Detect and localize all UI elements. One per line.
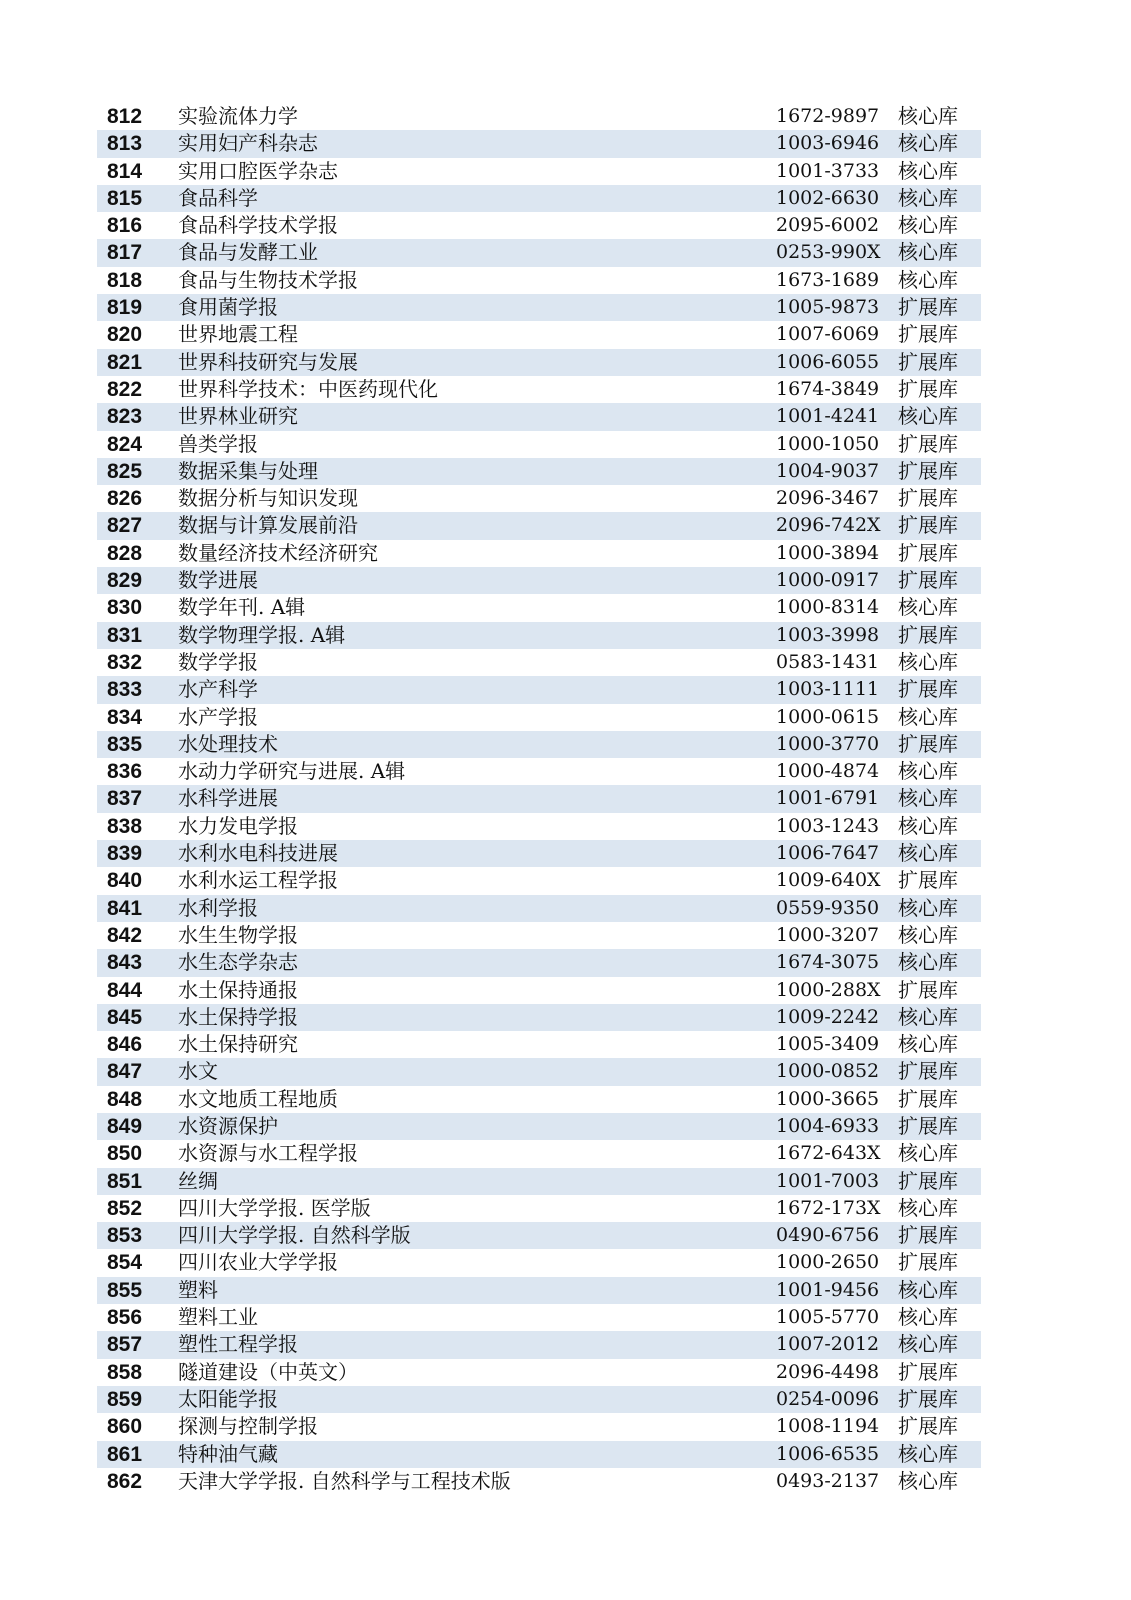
journal-title: 水产学报: [178, 704, 258, 729]
row-number: 857: [106, 1333, 143, 1357]
row-number: 851: [106, 1169, 143, 1193]
table-row: [97, 1031, 981, 1058]
issn-code: 1001-6791: [776, 787, 880, 810]
journal-title: 塑料: [178, 1277, 218, 1302]
library-category: 扩展库: [898, 1223, 958, 1248]
row-number: 853: [106, 1224, 143, 1248]
row-number: 855: [106, 1278, 143, 1302]
row-number: 849: [106, 1114, 143, 1138]
row-number: 830: [106, 596, 143, 620]
issn-code: 1001-7003: [776, 1169, 880, 1192]
library-category: 扩展库: [898, 868, 958, 893]
issn-code: 1000-8314: [776, 596, 880, 619]
table-row: [97, 840, 981, 867]
issn-code: 1006-6055: [776, 350, 880, 373]
library-category: 扩展库: [898, 1386, 958, 1411]
journal-title: 食用菌学报: [178, 295, 278, 320]
journal-title: 食品与生物技术学报: [178, 267, 358, 292]
table-row: [97, 321, 981, 348]
row-number: 817: [106, 241, 143, 265]
library-category: 扩展库: [898, 568, 958, 593]
row-number: 841: [106, 896, 143, 920]
row-number: 832: [106, 650, 143, 674]
issn-code: 1003-3998: [776, 623, 880, 646]
library-category: 核心库: [898, 813, 958, 838]
table-row: [97, 212, 981, 239]
table-row: [97, 485, 981, 512]
table-row: [97, 1113, 981, 1140]
journal-title: 水资源与水工程学报: [178, 1141, 358, 1166]
library-category: 扩展库: [898, 622, 958, 647]
table-row: [97, 130, 981, 157]
journal-title: 世界科技研究与发展: [178, 349, 358, 374]
library-category: 核心库: [898, 1441, 958, 1466]
row-number: 821: [106, 350, 143, 374]
row-number: 854: [106, 1251, 143, 1275]
issn-code: 2096-3467: [776, 487, 880, 510]
library-category: 核心库: [898, 759, 958, 784]
row-number: 835: [106, 732, 143, 756]
issn-code: 1005-9873: [776, 296, 880, 319]
row-number: 840: [106, 869, 143, 893]
library-category: 核心库: [898, 1277, 958, 1302]
table-row: [97, 1386, 981, 1413]
journal-title: 水科学进展: [178, 786, 278, 811]
issn-code: 0493-2137: [776, 1469, 880, 1492]
row-number: 839: [106, 842, 143, 866]
issn-code: 1000-3770: [776, 732, 880, 755]
table-row: [97, 949, 981, 976]
library-category: 核心库: [898, 267, 958, 292]
journal-title: 水利学报: [178, 895, 258, 920]
row-number: 837: [106, 787, 143, 811]
table-row: [97, 1168, 981, 1195]
row-number: 820: [106, 323, 143, 347]
library-category: 扩展库: [898, 486, 958, 511]
table-row: [97, 922, 981, 949]
journal-title: 水力发电学报: [178, 813, 298, 838]
row-number: 827: [106, 514, 143, 538]
journal-title: 数量经济技术经济研究: [178, 540, 378, 565]
issn-code: 1000-4874: [776, 760, 880, 783]
library-category: 核心库: [898, 1195, 958, 1220]
table-row: [97, 294, 981, 321]
library-category: 核心库: [898, 595, 958, 620]
library-category: 扩展库: [898, 458, 958, 483]
table-row: [97, 1004, 981, 1031]
table-row: [97, 349, 981, 376]
library-category: 扩展库: [898, 349, 958, 374]
row-number: 825: [106, 459, 143, 483]
library-category: 扩展库: [898, 540, 958, 565]
library-category: 扩展库: [898, 1359, 958, 1384]
issn-code: 1672-643X: [776, 1142, 881, 1165]
library-category: 扩展库: [898, 977, 958, 1002]
table-row: [97, 431, 981, 458]
library-category: 核心库: [898, 185, 958, 210]
issn-code: 1004-6933: [776, 1114, 880, 1137]
library-category: 核心库: [898, 1305, 958, 1330]
library-category: 扩展库: [898, 731, 958, 756]
table-row: [97, 813, 981, 840]
library-category: 核心库: [898, 1141, 958, 1166]
table-row: [97, 867, 981, 894]
issn-code: 1008-1194: [776, 1415, 880, 1438]
issn-code: 1009-640X: [776, 869, 881, 892]
table-row: [97, 239, 981, 266]
table-row: [97, 895, 981, 922]
table-row: [97, 594, 981, 621]
table-row: [97, 567, 981, 594]
journal-title: 水土保持通报: [178, 977, 298, 1002]
journal-title: 数据分析与知识发现: [178, 486, 358, 511]
library-category: 核心库: [898, 213, 958, 238]
row-number: 861: [106, 1442, 143, 1466]
journal-title: 水文地质工程地质: [178, 1086, 338, 1111]
journal-title: 食品科学技术学报: [178, 213, 338, 238]
row-number: 834: [106, 705, 143, 729]
library-category: 扩展库: [898, 322, 958, 347]
journal-title: 实用口腔医学杂志: [178, 158, 338, 183]
table-row: [97, 1249, 981, 1276]
library-category: 核心库: [898, 1032, 958, 1057]
issn-code: 1672-9897: [776, 105, 880, 127]
row-number: 822: [106, 377, 143, 401]
table-row: [97, 1359, 981, 1386]
row-number: 836: [106, 760, 143, 784]
journal-title: 水生生物学报: [178, 922, 298, 947]
issn-code: 1001-9456: [776, 1278, 880, 1301]
table-row: [97, 649, 981, 676]
issn-code: 0583-1431: [776, 650, 880, 673]
table-row: [97, 540, 981, 567]
row-number: 862: [106, 1469, 143, 1493]
issn-code: 1009-2242: [776, 1005, 880, 1028]
issn-code: 2095-6002: [776, 214, 880, 237]
issn-code: 1000-0852: [776, 1060, 880, 1083]
journal-title: 数据与计算发展前沿: [178, 513, 358, 538]
journal-title: 世界地震工程: [178, 322, 298, 347]
row-number: 848: [106, 1087, 143, 1111]
journal-title: 水资源保护: [178, 1113, 278, 1138]
row-number: 828: [106, 541, 143, 565]
library-category: 核心库: [898, 1332, 958, 1357]
row-number: 819: [106, 296, 143, 320]
library-category: 核心库: [898, 895, 958, 920]
table-row: [97, 403, 981, 430]
row-number: 842: [106, 923, 143, 947]
issn-code: 1003-1243: [776, 814, 880, 837]
journal-title: 数学学报: [178, 649, 258, 674]
journal-title: 水动力学研究与进展. A辑: [178, 759, 406, 784]
library-category: 核心库: [898, 404, 958, 429]
row-number: 818: [106, 268, 143, 292]
issn-code: 1005-3409: [776, 1033, 880, 1056]
issn-code: 1006-7647: [776, 842, 880, 865]
issn-code: 1003-6946: [776, 132, 880, 155]
row-number: 826: [106, 487, 143, 511]
library-category: 核心库: [898, 104, 958, 128]
journal-title: 四川农业大学学报: [178, 1250, 338, 1275]
table-row: [97, 1331, 981, 1358]
table-row: [97, 158, 981, 185]
journal-title: 丝绸: [178, 1168, 218, 1193]
journal-title: 兽类学报: [178, 431, 258, 456]
library-category: 扩展库: [898, 513, 958, 538]
issn-code: 1001-4241: [776, 405, 880, 428]
issn-code: 1674-3849: [776, 377, 880, 400]
table-row: [97, 1277, 981, 1304]
row-number: 845: [106, 1005, 143, 1029]
issn-code: 0490-6756: [776, 1224, 880, 1247]
row-number: 856: [106, 1306, 143, 1330]
issn-code: 1005-5770: [776, 1306, 880, 1329]
table-row: [97, 977, 981, 1004]
journal-title: 世界科学技术：中医药现代化: [178, 376, 438, 401]
row-number: 852: [106, 1196, 143, 1220]
issn-code: 1674-3075: [776, 951, 880, 974]
library-category: 核心库: [898, 950, 958, 975]
library-category: 扩展库: [898, 295, 958, 320]
table-row: [97, 267, 981, 294]
row-number: 850: [106, 1142, 143, 1166]
row-number: 813: [106, 132, 143, 156]
table-row: [97, 185, 981, 212]
journal-title: 塑性工程学报: [178, 1332, 298, 1357]
journal-title: 水利水电科技进展: [178, 841, 338, 866]
issn-code: 1000-0615: [776, 705, 880, 728]
library-category: 核心库: [898, 158, 958, 183]
row-number: 815: [106, 186, 143, 210]
issn-code: 1000-3894: [776, 541, 880, 564]
table-row: [97, 458, 981, 485]
issn-code: 1000-3207: [776, 923, 880, 946]
issn-code: 0253-990X: [776, 241, 881, 264]
library-category: 扩展库: [898, 1113, 958, 1138]
library-category: 扩展库: [898, 376, 958, 401]
journal-title: 数学年刊. A辑: [178, 595, 306, 620]
journal-title: 数学进展: [178, 568, 258, 593]
row-number: 831: [106, 623, 143, 647]
table-row: [97, 785, 981, 812]
issn-code: 1000-2650: [776, 1251, 880, 1274]
journal-title: 四川大学学报. 自然科学版: [178, 1223, 411, 1248]
row-number: 846: [106, 1033, 143, 1057]
issn-code: 1672-173X: [776, 1196, 881, 1219]
library-category: 核心库: [898, 786, 958, 811]
journal-title: 天津大学学报. 自然科学与工程技术版: [178, 1468, 511, 1493]
table-row: [97, 731, 981, 758]
journal-title: 实用妇产科杂志: [178, 131, 318, 156]
row-number: 824: [106, 432, 143, 456]
row-number: 823: [106, 405, 143, 429]
library-category: 核心库: [898, 704, 958, 729]
issn-code: 1004-9037: [776, 459, 880, 482]
journal-title: 水文: [178, 1059, 218, 1084]
issn-code: 1000-0917: [776, 569, 880, 592]
journal-title: 特种油气藏: [178, 1441, 278, 1466]
library-category: 核心库: [898, 649, 958, 674]
library-category: 扩展库: [898, 1414, 958, 1439]
issn-code: 0254-0096: [776, 1387, 880, 1410]
journal-title: 水土保持研究: [178, 1032, 298, 1057]
journal-title: 探测与控制学报: [178, 1414, 318, 1439]
table-row: [97, 1441, 981, 1468]
table-row: [97, 512, 981, 539]
journal-title: 实验流体力学: [178, 104, 298, 128]
journal-title: 水利水运工程学报: [178, 868, 338, 893]
journal-table: [97, 103, 981, 1495]
table-row: [97, 1195, 981, 1222]
library-category: 扩展库: [898, 431, 958, 456]
row-number: 812: [106, 105, 143, 128]
library-category: 扩展库: [898, 677, 958, 702]
table-row: [97, 704, 981, 731]
journal-title: 数据采集与处理: [178, 458, 318, 483]
table-row: [97, 1086, 981, 1113]
table-row: [97, 676, 981, 703]
issn-code: 2096-4498: [776, 1360, 880, 1383]
issn-code: 1007-2012: [776, 1333, 880, 1356]
table-row: [97, 1222, 981, 1249]
library-category: 扩展库: [898, 1168, 958, 1193]
journal-title: 塑料工业: [178, 1305, 258, 1330]
journal-title: 隧道建设（中英文）: [178, 1359, 358, 1384]
library-category: 核心库: [898, 240, 958, 265]
table-row: [97, 376, 981, 403]
journal-title: 水生态学杂志: [178, 950, 298, 975]
issn-code: 1002-6630: [776, 186, 880, 209]
row-number: 844: [106, 978, 143, 1002]
row-number: 843: [106, 951, 143, 975]
row-number: 833: [106, 678, 143, 702]
journal-title: 四川大学学报. 医学版: [178, 1195, 371, 1220]
journal-title: 水产科学: [178, 677, 258, 702]
table-row: [97, 1140, 981, 1167]
row-number: 860: [106, 1415, 143, 1439]
library-category: 扩展库: [898, 1086, 958, 1111]
journal-title: 食品科学: [178, 185, 258, 210]
table-row: [97, 1413, 981, 1440]
library-category: 核心库: [898, 1004, 958, 1029]
library-category: 核心库: [898, 131, 958, 156]
issn-code: 2096-742X: [776, 514, 881, 537]
table-row: [97, 1058, 981, 1085]
journal-title: 太阳能学报: [178, 1386, 278, 1411]
row-number: 859: [106, 1387, 143, 1411]
row-number: 814: [106, 159, 143, 183]
table-row: [97, 758, 981, 785]
table-row: [97, 1468, 981, 1495]
issn-code: 1673-1689: [776, 268, 880, 291]
row-number: 816: [106, 214, 143, 238]
issn-code: 0559-9350: [776, 896, 880, 919]
issn-code: 1006-6535: [776, 1442, 880, 1465]
issn-code: 1007-6069: [776, 323, 880, 346]
issn-code: 1000-3665: [776, 1087, 880, 1110]
row-number: 829: [106, 569, 143, 593]
table-row: [97, 1304, 981, 1331]
library-category: 核心库: [898, 841, 958, 866]
journal-title: 食品与发酵工业: [178, 240, 318, 265]
library-category: 扩展库: [898, 1059, 958, 1084]
row-number: 847: [106, 1060, 143, 1084]
issn-code: 1001-3733: [776, 159, 880, 182]
library-category: 核心库: [898, 1468, 958, 1493]
library-category: 扩展库: [898, 1250, 958, 1275]
issn-code: 1000-1050: [776, 432, 880, 455]
table-row: [97, 103, 981, 130]
journal-title: 水处理技术: [178, 731, 278, 756]
table-row: [97, 622, 981, 649]
issn-code: 1003-1111: [776, 678, 880, 701]
journal-title: 世界林业研究: [178, 404, 298, 429]
library-category: 核心库: [898, 922, 958, 947]
issn-code: 1000-288X: [776, 978, 881, 1001]
row-number: 858: [106, 1360, 143, 1384]
journal-title: 数学物理学报. A辑: [178, 622, 346, 647]
row-number: 838: [106, 814, 143, 838]
journal-title: 水土保持学报: [178, 1004, 298, 1029]
